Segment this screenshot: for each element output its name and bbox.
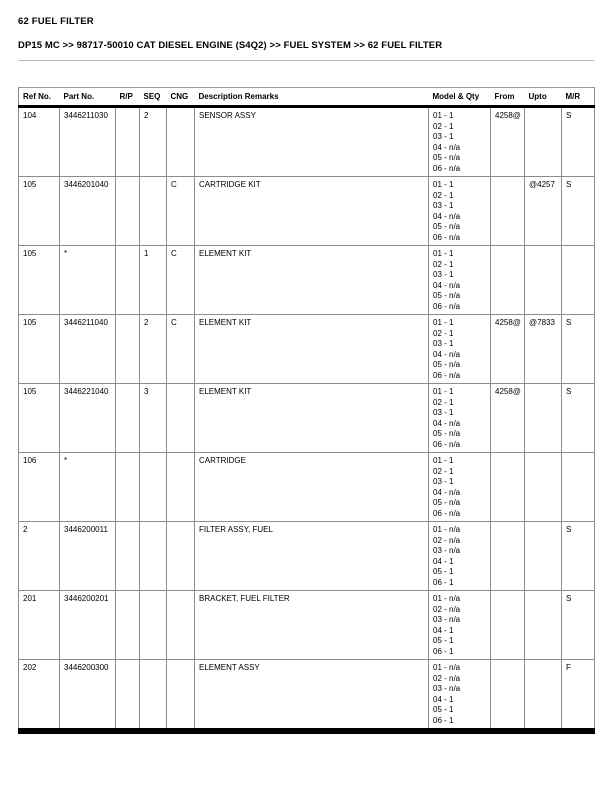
model-qty-line: 01 - 1: [433, 111, 454, 120]
col-header-from: From: [491, 88, 525, 107]
col-header-ref-no: Ref No.: [19, 88, 60, 107]
cell-cng: [167, 660, 195, 732]
model-qty-line: 04 - n/a: [433, 211, 461, 221]
cell-mr: [562, 453, 595, 522]
model-qty-line: 03 - 1: [433, 339, 454, 348]
model-qty-line: 02 - 1: [433, 190, 454, 200]
cell-ref-no: 105: [19, 315, 60, 384]
model-qty-line: 04 - 1: [433, 694, 454, 704]
cell-cng: C: [167, 246, 195, 315]
cell-upto: @4257: [525, 177, 562, 246]
cell-upto: [525, 384, 562, 453]
cell-part-no: *: [60, 246, 116, 315]
cell-seq: [140, 177, 167, 246]
cell-model-qty: [429, 107, 491, 177]
model-qty-line: 02 - n/a: [433, 604, 461, 614]
model-qty-line: 03 - 1: [433, 477, 454, 486]
cell-seq: 2: [140, 315, 167, 384]
cell-upto: [525, 246, 562, 315]
col-header-mr: M/R: [562, 88, 595, 107]
cell-seq: 1: [140, 246, 167, 315]
col-header-part-no: Part No.: [60, 88, 116, 107]
model-qty-line: 02 - n/a: [433, 673, 461, 683]
model-qty-line: 03 - n/a: [433, 615, 461, 624]
cell-ref-no: 104: [19, 107, 60, 177]
cell-cng: [167, 453, 195, 522]
cell-from: [491, 591, 525, 660]
table-body: [19, 107, 595, 732]
cell-upto: [525, 453, 562, 522]
cell-model-qty: [429, 315, 491, 384]
cell-from: [491, 177, 525, 246]
model-qty-line: 03 - 1: [433, 132, 454, 141]
cell-cng: C: [167, 177, 195, 246]
cell-cng: [167, 591, 195, 660]
cell-upto: [525, 660, 562, 732]
model-qty-line: 01 - 1: [433, 249, 454, 258]
model-qty-line: 01 - n/a: [433, 663, 461, 672]
cell-seq: 2: [140, 107, 167, 177]
model-qty-line: 03 - n/a: [433, 546, 461, 555]
table-row: [19, 591, 595, 660]
model-qty-line: 05 - 1: [433, 705, 454, 714]
model-qty-line: 05 - n/a: [433, 291, 461, 300]
cell-from: 4258@: [491, 315, 525, 384]
cell-rp: [116, 522, 140, 591]
cell-model-qty: [429, 522, 491, 591]
cell-part-no: *: [60, 453, 116, 522]
model-qty-line: 01 - 1: [433, 318, 454, 327]
cell-cng: [167, 522, 195, 591]
table-row: [19, 660, 595, 732]
cell-ref-no: 202: [19, 660, 60, 732]
cell-ref-no: 201: [19, 591, 60, 660]
cell-cng: [167, 107, 195, 177]
cell-part-no: 3446201040: [60, 177, 116, 246]
cell-description: ELEMENT KIT: [195, 246, 429, 315]
table-head: [19, 88, 595, 107]
model-qty-line: 02 - n/a: [433, 535, 461, 545]
model-qty-line: 01 - 1: [433, 456, 454, 465]
model-qty-line: 06 - n/a: [433, 439, 461, 449]
cell-ref-no: 2: [19, 522, 60, 591]
model-qty-line: 04 - n/a: [433, 418, 461, 428]
col-header-upto: Upto: [525, 88, 562, 107]
model-qty-line: 06 - n/a: [433, 232, 461, 242]
cell-description: ELEMENT KIT: [195, 384, 429, 453]
model-qty-line: 06 - n/a: [433, 163, 461, 173]
cell-rp: [116, 453, 140, 522]
cell-description: BRACKET, FUEL FILTER: [195, 591, 429, 660]
cell-seq: [140, 591, 167, 660]
cell-from: 4258@: [491, 384, 525, 453]
cell-cng: C: [167, 315, 195, 384]
cell-from: [491, 246, 525, 315]
cell-rp: [116, 384, 140, 453]
cell-description: CARTRIDGE KIT: [195, 177, 429, 246]
model-qty-line: 03 - n/a: [433, 684, 461, 693]
cell-part-no: 3446200011: [60, 522, 116, 591]
cell-part-no: 3446211030: [60, 107, 116, 177]
cell-model-qty: [429, 591, 491, 660]
table-row: [19, 384, 595, 453]
breadcrumb: DP15 MC >> 98717-50010 CAT DIESEL ENGINE (S4Q2) >> FUEL SYSTEM >> 62 FUEL FILTER: [18, 40, 443, 51]
cell-mr: F: [562, 660, 595, 732]
table-row: [19, 107, 595, 177]
cell-model-qty: [429, 246, 491, 315]
cell-seq: 3: [140, 384, 167, 453]
col-header-cng: CNG: [167, 88, 195, 107]
model-qty-line: 04 - n/a: [433, 142, 461, 152]
model-qty-line: 02 - 1: [433, 397, 454, 407]
cell-from: [491, 453, 525, 522]
col-header-model-qty: Model & Qty: [429, 88, 491, 107]
cell-upto: [525, 107, 562, 177]
cell-part-no: 3446200201: [60, 591, 116, 660]
cell-description: FILTER ASSY, FUEL: [195, 522, 429, 591]
cell-from: [491, 522, 525, 591]
cell-description: ELEMENT KIT: [195, 315, 429, 384]
cell-model-qty: [429, 660, 491, 732]
model-qty-line: 05 - n/a: [433, 153, 461, 162]
model-qty-line: 06 - n/a: [433, 370, 461, 380]
table-row: [19, 453, 595, 522]
cell-upto: @7833: [525, 315, 562, 384]
model-qty-line: 01 - n/a: [433, 525, 461, 534]
model-qty-line: 01 - n/a: [433, 594, 461, 603]
cell-description: CARTRIDGE: [195, 453, 429, 522]
model-qty-line: 06 - 1: [433, 715, 454, 725]
model-qty-line: 05 - n/a: [433, 429, 461, 438]
cell-mr: S: [562, 384, 595, 453]
cell-from: 4258@: [491, 107, 525, 177]
cell-ref-no: 105: [19, 246, 60, 315]
col-header-rp: R/P: [116, 88, 140, 107]
model-qty-line: 05 - n/a: [433, 360, 461, 369]
model-qty-line: 03 - 1: [433, 270, 454, 279]
cell-model-qty: [429, 384, 491, 453]
cell-rp: [116, 177, 140, 246]
table-header-row: [19, 88, 595, 107]
model-qty-line: 06 - n/a: [433, 508, 461, 518]
cell-mr: [562, 246, 595, 315]
col-header-description: Description Remarks: [195, 88, 429, 107]
cell-mr: S: [562, 522, 595, 591]
cell-rp: [116, 246, 140, 315]
model-qty-line: 05 - 1: [433, 567, 454, 576]
table-row: [19, 315, 595, 384]
cell-cng: [167, 384, 195, 453]
cell-mr: S: [562, 315, 595, 384]
model-qty-line: 02 - 1: [433, 466, 454, 476]
cell-rp: [116, 315, 140, 384]
model-qty-line: 06 - 1: [433, 577, 454, 587]
model-qty-line: 02 - 1: [433, 259, 454, 269]
model-qty-line: 01 - 1: [433, 387, 454, 396]
model-qty-line: 03 - 1: [433, 201, 454, 210]
cell-description: ELEMENT ASSY: [195, 660, 429, 732]
cell-model-qty: [429, 453, 491, 522]
cell-part-no: 3446211040: [60, 315, 116, 384]
model-qty-line: 05 - n/a: [433, 222, 461, 231]
cell-ref-no: 105: [19, 177, 60, 246]
cell-mr: S: [562, 107, 595, 177]
model-qty-line: 02 - 1: [433, 121, 454, 131]
model-qty-line: 03 - 1: [433, 408, 454, 417]
cell-seq: [140, 453, 167, 522]
model-qty-line: 01 - 1: [433, 180, 454, 189]
cell-rp: [116, 107, 140, 177]
cell-upto: [525, 591, 562, 660]
page-title: 62 FUEL FILTER: [18, 16, 94, 27]
model-qty-line: 05 - n/a: [433, 498, 461, 507]
cell-rp: [116, 660, 140, 732]
cell-mr: S: [562, 591, 595, 660]
cell-mr: S: [562, 177, 595, 246]
table-row: [19, 522, 595, 591]
model-qty-line: 04 - n/a: [433, 349, 461, 359]
cell-ref-no: 105: [19, 384, 60, 453]
cell-description: SENSOR ASSY: [195, 107, 429, 177]
header-divider: [18, 60, 594, 61]
cell-part-no: 3446221040: [60, 384, 116, 453]
cell-upto: [525, 522, 562, 591]
model-qty-line: 05 - 1: [433, 636, 454, 645]
cell-rp: [116, 591, 140, 660]
model-qty-line: 06 - 1: [433, 646, 454, 656]
col-header-seq: SEQ: [140, 88, 167, 107]
cell-seq: [140, 522, 167, 591]
model-qty-line: 04 - n/a: [433, 280, 461, 290]
cell-ref-no: 106: [19, 453, 60, 522]
model-qty-line: 04 - n/a: [433, 487, 461, 497]
model-qty-line: 04 - 1: [433, 625, 454, 635]
cell-from: [491, 660, 525, 732]
cell-model-qty: [429, 177, 491, 246]
table-row: [19, 246, 595, 315]
model-qty-line: 04 - 1: [433, 556, 454, 566]
parts-table: [18, 87, 595, 734]
cell-part-no: 3446200300: [60, 660, 116, 732]
model-qty-line: 02 - 1: [433, 328, 454, 338]
model-qty-line: 06 - n/a: [433, 301, 461, 311]
table-row: [19, 177, 595, 246]
cell-seq: [140, 660, 167, 732]
